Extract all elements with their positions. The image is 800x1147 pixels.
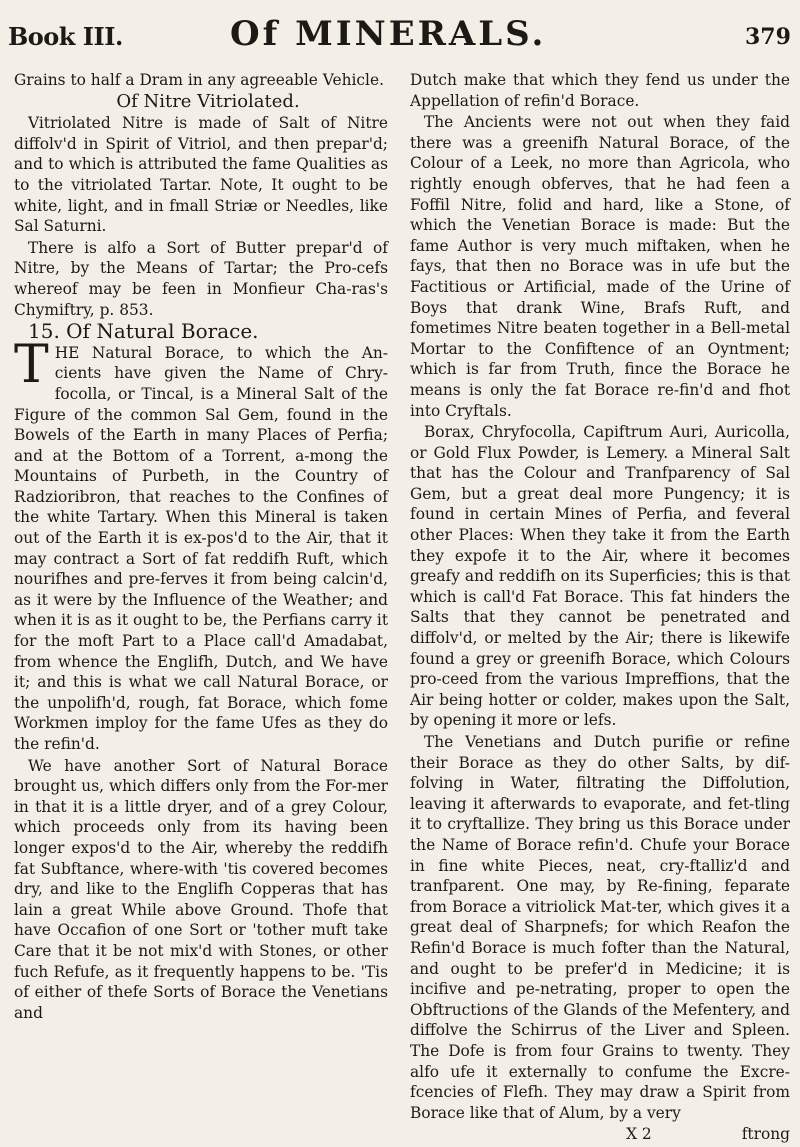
section-heading-borace: 15. Of Natural Borace. <box>28 319 259 344</box>
paragraph-nitre-2: There is alfo a Sort of Butter prepar'd of Nitre, by the Means of Tartar; the Pro-cefs whereof may be feen in Monfieur Cha-ras's Chymiftry, p. 853. <box>14 238 388 319</box>
paragraph-nitre-1: Vitriolated Nitre is made of Salt of Nitre diffolv'd in Spirit of Vitriol, and then prepar'd; and to which is attributed the fame Qualities as to the vitriolated Tartar. Note, It ought to be white, light, and in fmall Striæ or Needles, like Sal Saturni. <box>14 114 388 236</box>
paragraph-right-4: The Venetians and Dutch purifie or refine their Borace as they do other Salts, by dif-folving in Water, filtrating the Diffolution, leaving it afterwards to evaporate, and fet-tling it to cryftallize. They bring us this Borace under the Name of Borace refin'd. Chufe your Borace in fine white Pieces, neat, cry-ftalliz'd and tranfparent. One may, by Re-fining, feparate from Borace a vitriolick Mat-ter, which gives it a great deal of Sharpnefs; for which Reafon the Refin'd Borace is much fofter than the Natural, and ought to be prefer'd in Medicine; it is incifive and pe-netrating, proper to open the Obftructions of the Glands of the Mefentery, and diffolve the Schirrus of the Liver and Spleen. The Dofe is from four Grains to twenty. They alfo ufe it externally to confume the Excre-fcencies of Flefh. They may draw a Spirit from Borace like that of Alum, by a very <box>410 733 790 1122</box>
left-column <box>14 70 388 1130</box>
right-column <box>410 70 790 1144</box>
paragraph-intro: Grains to half a Dram in any agreeable Vehicle. <box>14 71 384 89</box>
book-label: Book III. <box>8 22 123 51</box>
paragraph-borace-1 <box>14 334 388 755</box>
paragraph-right-3: Borax, Chryfocolla, Capiftrum Auri, Auricolla, or Gold Flux Powder, is Lemery. a Mineral Salt that has the Colour and Tranfparency of Sal Gem, but a great deal more Pungency; it is found in certain Mines of Perfia, and feveral other Places: When they take it from the Earth they expofe it to the Air, where it becomes greafy and reddifh on its Superficies; this is that which is call'd Fat Borace. This fat hinders the Salts that they cannot be penetrated and diffolv'd, or melted by the Air; there is likewife found a grey or greenifh Borace, which Colours pro-ceed from the various Impreffions, that the Air being hotter or colder, makes upon the Salt, by opening it more or lefs. <box>410 423 790 730</box>
running-header <box>0 8 800 68</box>
paragraph-right-2: The Ancients were not out when they faid there was a greenifh Natural Borace, of the Colour of a Leek, no more than Agricola, who rightly enough obferves, that he had feen a Foffil Nitre, folid and hard, like a Stone, of which the Venetian Borace is made: But the fame Author is very much miftaken, when he fays, that then no Borace was in ufe but the Factitious or Artificial, made of the Urine of Boys that drank Wine, Brafs Ruft, and fometimes Nitre beaten together in a Bell-metal Mortar to the Confiftence of an Oyntment; which is far from Truth, fince the Borace he means is only the fat Borace re-fin'd and fhot into Cryftals. <box>410 113 790 420</box>
catchword: ftrong <box>741 1125 790 1144</box>
paragraph-right-1: Dutch make that which they fend us under the Appellation of refin'd Borace. <box>410 71 790 110</box>
drop-cap: T <box>14 334 49 395</box>
section-heading-nitre: Of Nitre Vitriolated. <box>116 90 300 112</box>
signature-mark: X 2 <box>626 1125 652 1144</box>
paragraph-borace-1-text: HE Natural Borace, to which the An-cients have given the Name of Chry-focolla, or Tincal, is a Mineral Salt of the Figure of the common Sal Gem, found in the Bowels of the Earth in many Places of Perfia; and at the Bottom of a Torrent, a-mong the Mountains of Purbeth, in the Country of Radzioribron, that reaches to the Confines of the white Tartary. When this Mineral is taken out of the Earth it is ex-pos'd to the Air, that it may contract a Sort of fat reddifh Ruft, which nourifhes and pre-ferves it from being calcin'd, as it were by the Influence of the Weather; and when it is as it ought to be, the Perfians carry it for the moft Part to a Place call'd Amadabat, from whence the Englifh, Dutch, and We have it; and this is what we call Natural Borace, or the unpolifh'd, rough, fat Borace, which fome Workmen imploy for the fame Ufes as they do the refin'd. <box>14 343 388 753</box>
page-number: 379 <box>745 24 791 50</box>
page-title: Of MINERALS. <box>230 14 547 54</box>
page-footer-line <box>410 1124 790 1145</box>
paragraph-borace-2: We have another Sort of Natural Borace brought us, which differs only from the For-mer in that it is a little dryer, and of a grey Colour, which proceeds only from its having been longer expos'd to the Air, whereby the reddifh fat Subftance, where-with 'tis covered becomes dry, and like to the Englifh Copperas that has lain a great While above Ground. Thofe that have Occafion of one Sort or 'tother muft take Care that it be not mix'd with Stones, or other fuch Refufe, as it frequently happens to be. 'Tis of either of thefe Sorts of Borace the Venetians and <box>14 756 388 1022</box>
